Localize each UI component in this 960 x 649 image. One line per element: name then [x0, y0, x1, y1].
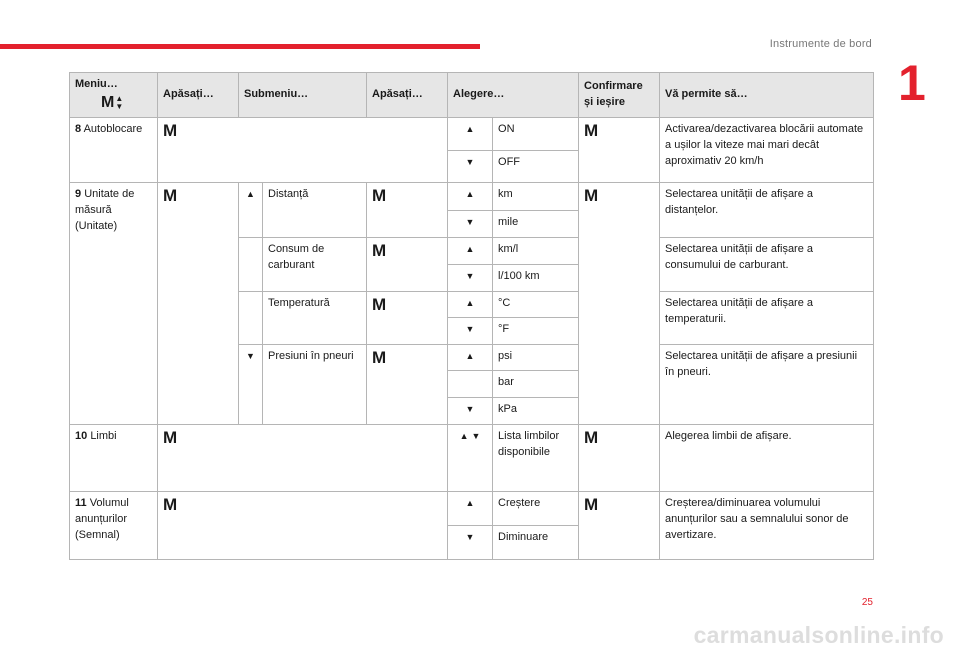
choice-km: km	[493, 183, 579, 211]
up-arrow-icon: ▲	[448, 118, 493, 151]
submenu-fuel: Consum de carburant	[263, 238, 367, 292]
up-down-arrows-icon: ▲ ▼	[448, 425, 493, 492]
choice-kml: km/l	[493, 238, 579, 265]
up-arrow-icon: ▲	[448, 238, 493, 265]
header-menu-label: Meniu…	[75, 77, 118, 90]
menu-arrows-icon	[101, 95, 123, 112]
description-language: Alegerea limbii de afișare.	[660, 425, 874, 492]
down-arrow-icon: ▼	[448, 398, 493, 425]
blank-cell	[448, 371, 493, 398]
description-volume: Creșterea/diminuarea volumului anunțurilor sau a semnalului sonor de avertizare.	[660, 492, 874, 560]
header-choice: Alegere…	[448, 73, 579, 118]
page-number: 25	[861, 597, 873, 608]
menu-m-icon: M	[367, 238, 448, 292]
menu-cell-autolock: 8 Autoblocare	[70, 118, 158, 183]
blank-cell	[239, 238, 263, 292]
chapter-number: 1	[898, 55, 926, 111]
header-submenu: Submeniu…	[239, 73, 367, 118]
menu-m-icon: M	[579, 118, 660, 183]
table-row	[70, 118, 874, 151]
menu-m-icon: M	[579, 492, 660, 560]
down-arrow-icon: ▼	[448, 211, 493, 238]
settings-table	[69, 72, 874, 560]
choice-celsius: °C	[493, 292, 579, 318]
table-row	[70, 492, 874, 526]
blank-cell	[239, 292, 263, 345]
menu-m-icon: M	[367, 345, 448, 425]
up-arrow-icon: ▲	[115, 93, 124, 103]
menu-m-icon: M	[579, 183, 660, 425]
up-arrow-icon: ▲	[448, 292, 493, 318]
up-arrow-icon: ▲	[239, 183, 263, 238]
choice-decrease: Diminuare	[493, 526, 579, 560]
header-confirm: Confirmare și ieșire	[579, 73, 660, 118]
menu-cell-language: 10 Limbi	[70, 425, 158, 492]
menu-m-icon: M	[367, 183, 448, 238]
down-arrow-icon: ▼	[239, 345, 263, 425]
down-arrow-icon: ▼	[448, 318, 493, 345]
menu-m-icon: M	[579, 425, 660, 492]
table-row	[70, 183, 874, 211]
menu-cell-units: 9 Unitate de măsură (Unitate)	[70, 183, 158, 425]
menu-m-icon: M	[367, 292, 448, 345]
table-header-row	[70, 73, 874, 118]
menu-cell-volume: 11 Volumul anunțurilor (Semnal)	[70, 492, 158, 560]
header-menu	[70, 73, 158, 118]
submenu-temperature: Temperatură	[263, 292, 367, 345]
description-distance: Selectarea unității de afișare a distanțelor.	[660, 183, 874, 238]
submenu-tyre-pressure: Presiuni în pneuri	[263, 345, 367, 425]
choice-increase: Creștere	[493, 492, 579, 526]
menu-m-icon: M	[101, 94, 115, 112]
down-arrow-icon: ▼	[448, 265, 493, 292]
up-arrow-icon: ▲	[448, 492, 493, 526]
header-accent-bar	[0, 44, 480, 49]
header-press-2: Apăsați…	[367, 73, 448, 118]
header-allows: Vă permite să…	[660, 73, 874, 118]
watermark: carmanualsonline.info	[693, 622, 944, 648]
menu-m-icon: M	[158, 425, 448, 492]
choice-fahrenheit: °F	[493, 318, 579, 345]
choice-off: OFF	[493, 151, 579, 183]
section-title: Instrumente de bord	[769, 38, 872, 50]
description-fuel: Selectarea unității de afișare a consumului de carburant.	[660, 238, 874, 292]
up-arrow-icon: ▲	[448, 183, 493, 211]
up-arrow-icon: ▲	[448, 345, 493, 371]
choice-on: ON	[493, 118, 579, 151]
submenu-distance: Distanță	[263, 183, 367, 238]
choice-psi: psi	[493, 345, 579, 371]
menu-m-icon: M	[158, 492, 448, 560]
table-row	[70, 425, 874, 492]
description-autolock: Activarea/dezactivarea blocării automate a ușilor la viteze mai mari decât aproximativ 20 km/h	[660, 118, 874, 183]
description-tyre-pressure: Selectarea unității de afișare a presiunii în pneuri.	[660, 345, 874, 425]
down-arrow-icon: ▼	[115, 102, 124, 112]
menu-m-icon: M	[158, 183, 239, 425]
menu-m-icon: M	[158, 118, 448, 183]
down-arrow-icon: ▼	[448, 526, 493, 560]
description-temperature: Selectarea unității de afișare a temperaturii.	[660, 292, 874, 345]
choice-kpa: kPa	[493, 398, 579, 425]
choice-mile: mile	[493, 211, 579, 238]
down-arrow-icon: ▼	[448, 151, 493, 183]
header-press: Apăsați…	[158, 73, 239, 118]
choice-language-list: Lista limbilor disponibile	[493, 425, 579, 492]
choice-l100km: l/100 km	[493, 265, 579, 292]
choice-bar: bar	[493, 371, 579, 398]
